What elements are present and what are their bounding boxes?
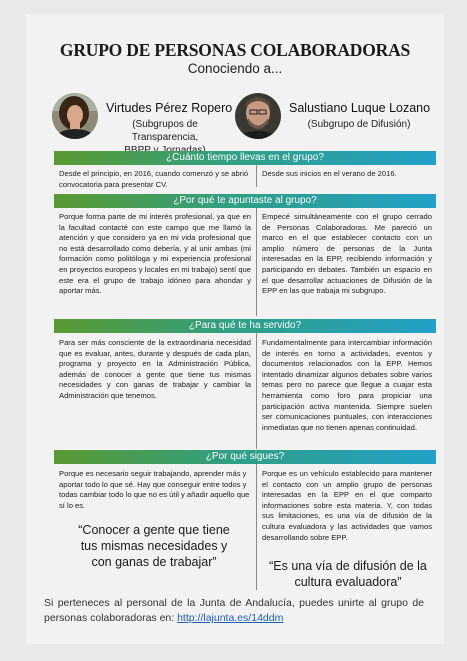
answer-salustiano-tiempo: Desde sus inicios en el verano de 2016. <box>262 169 397 178</box>
page-title: GRUPO DE PERSONAS COLABORADORAS <box>59 40 411 60</box>
join-invitation-body: Si perteneces al personal de la Junta de Andalucía, puedes unirte al grupo de personas colaboradoras en: <box>44 597 424 624</box>
join-invitation-text <box>44 596 424 626</box>
person-name-salustiano: Salustiano Luque Lozano <box>289 101 431 115</box>
quote-line: tus mismas necesidades y <box>80 539 228 553</box>
quote-line: “Es una vía de difusión de la <box>269 559 427 573</box>
section-header-por-que-apuntaste: ¿Por qué te apuntaste al grupo? <box>54 194 436 208</box>
quote-line: cultura evaluadora” <box>294 575 402 589</box>
column-divider <box>256 208 257 316</box>
avatar-virtudes-photo <box>52 93 98 139</box>
section-header-por-que-sigues: ¿Por qué sigues? <box>54 450 436 464</box>
answer-salustiano-para-que: Fundamentalmente para intercambiar información de interés en torno a actividades, eventos y documentos relacionados con la EPP. Hemos intentado dinamizar algunos debates sobre varios temas pero no parece que llegue a cuajar esta herramienta como foro para propiciar una participación activa mantenida. Siempre suelen ser comunicaciones puntuales, con interacciones inmediatas que no tienen apenas continuidad. <box>262 338 432 432</box>
person-role-line: (Subgrupos de Transparencia, <box>131 119 199 143</box>
quote-salustiano <box>258 558 438 590</box>
page-subtitle: Conociendo a... <box>187 61 283 76</box>
column-divider <box>256 333 257 449</box>
person-role-salustiano: (Subgrupo de Difusión) <box>307 119 411 130</box>
column-divider <box>256 165 257 187</box>
answer-salustiano-por-que-apuntaste: Empecé simultáneamente con el grupo cerrado de Personas Colaboradoras. Me pareció un marco en el que establecer contacto con un amplio número de personas de la Junta interesadas en la EPP, recibiendo información y participando en debates. También un espacio en el que desarrollar actuaciones de Difusión de la EPP en las que trabaja mi subgrupo. <box>262 212 432 296</box>
section-header-para-que: ¿Para qué te ha servido? <box>54 319 436 333</box>
answer-virtudes-por-que-apuntaste: Porque forma parte de mi interés profesional, ya que en la facultad contacté con este campo que me llamó la atención y que considero ya en mi vida profesional que no está desarrollado como debería, y al unir ambas (mi formación como politóloga y mi experiencia profesional en proyectos europeos y locales en mi trabajo) sentí que este era el grupo de trabajo idóneo para ahondar y aportar más. <box>59 212 251 296</box>
join-group-link[interactable]: http://lajunta.es/14ddm <box>177 612 284 624</box>
quote-line: con ganas de trabajar” <box>91 555 217 569</box>
answer-salustiano-por-que-sigues: Porque es un vehículo establecido para mantener el contacto con un amplio grupo de personas interesadas en la EPP en el que comparto informaciones sobre esta materia. Y, con todas sus limitaciones, es una vía de difusión de la cultura evaluadora y las actividades que vamos desarrollando sobre EPP. <box>262 469 432 542</box>
answer-virtudes-por-que-sigues: Porque es necesario seguir trabajando, aprender más y aportar todo lo que sé. Hay que conseguir entre todos y todas cambiar todo lo que no es útil y añadir aquello que sí lo es. <box>59 469 250 510</box>
avatar-salustiano-photo <box>235 93 281 139</box>
quote-virtudes <box>54 522 254 570</box>
person-name-virtudes: Virtudes Pérez Ropero <box>106 101 233 115</box>
quote-line: “Conocer a gente que tiene <box>78 523 230 537</box>
answer-virtudes-tiempo: Desde el principio, en 2016, cuando comenzó y se abrió convocatoria para presentar CV. <box>59 169 249 189</box>
section-header-tiempo: ¿Cuánto tiempo llevas en el grupo? <box>54 151 436 165</box>
answer-virtudes-para-que: Para ser más consciente de la extraordinaria necesidad que es evaluar, antes, durante y después de cada plan, programa y proyecto en la Administración Pública, además de conocer a gente que tiene tus mismas necesidades y con ganas de trabajar y cambiar la Administración que tenemos. <box>59 338 251 400</box>
page-sheet <box>26 14 444 644</box>
column-divider <box>256 464 257 590</box>
